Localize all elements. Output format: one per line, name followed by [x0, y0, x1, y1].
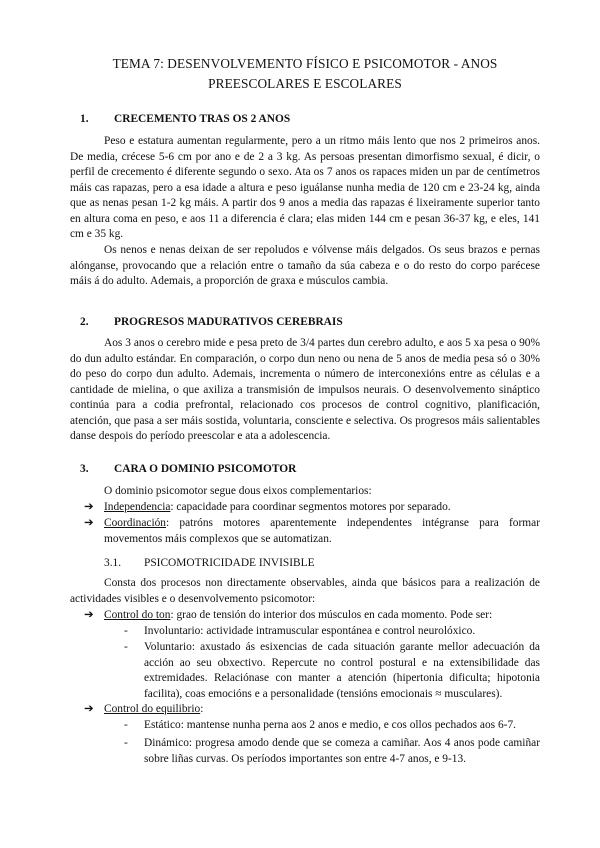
sub-list-item: Estático: mantense nunha perna aos 2 anos e medio, e cos ollos pechados aos 6-7. [144, 719, 516, 731]
list-item [104, 608, 540, 624]
section-number: 3. [80, 463, 89, 475]
sub-list-item: Dinámico: progresa amodo dende que se comeza a camiñar. Aos 4 anos pode camiñar sobre liñas curvas. Os períodos importantes son entre 4-7 anos, e 9-13. [144, 737, 540, 765]
section-number: 1. [80, 113, 89, 125]
arrow-bullet-icon: ➔ [84, 703, 94, 715]
dash-bullet-icon: - [124, 641, 128, 653]
term: Control do equilibrio [104, 703, 201, 715]
page-title: TEMA 7: DESENVOLVEMENTO FÍSICO E PSICOMOTOR - ANOS PREESCOLARES E ESCOLARES [112, 56, 498, 91]
section-title: PROGRESOS MADURATIVOS CEREBRAIS [114, 316, 343, 328]
section-number: 2. [80, 316, 89, 328]
definition: : patróns motores aparentemente independentes intégranse para formar movementos máis complexos que se automatizan. [104, 517, 540, 545]
definition: : [200, 703, 204, 715]
definition: : capacidade para coordinar segmentos motores por separado. [170, 501, 451, 513]
section-title: CARA O DOMINIO PSICOMOTOR [114, 463, 297, 475]
arrow-bullet-icon: ➔ [84, 609, 94, 621]
list-item [104, 500, 540, 516]
term: Control do ton [104, 609, 171, 621]
list-item [104, 702, 540, 718]
paragraph: Aos 3 anos o cerebro mide e pesa preto de 3/4 partes dun cerebro adulto, e aos 5 xa pesa o 90% do dun adulto estándar. En comparación, o corpo dun neno ou nena de 5 anos de media pesa só o 30% do peso do corpo dun adulto. Ademais, incrementa o número de interconexións entre as células e a cantidade de mielina, o que axiliza a transmisión de impulsos neurais. O desenvolvemento sináptico continúa para a codia prefrontal, relacionado cos procesos de control cognitivo, planificación, atención, que pasa a ser máis sostida, voluntaria, consciente e selectiva. Os progresos máis salientables danse despois do período preescolar e ata a adolescencia. [70, 337, 540, 442]
arrow-bullet-icon: ➔ [84, 517, 94, 529]
term: Independencia [104, 501, 171, 513]
paragraph: Os nenos e nenas deixan de ser repoludos e vólvense máis delgados. Os seus brazos e pernas alónganse, provocando que a relación entre o tamaño da súa cabeza e o do resto do corpo parécese máis á do adulto. Ademais, a proporción de graxa e músculos cambia. [70, 244, 540, 287]
dash-bullet-icon: - [124, 625, 128, 637]
dash-bullet-icon: - [124, 719, 128, 731]
paragraph: Consta dos procesos non directamente observables, ainda que básicos para a realización de actividades visibles e o desenvolvemento psicomotor: [70, 577, 540, 605]
definition: : grao de tensión do interior dos músculos en cada momento. Pode ser: [170, 609, 493, 621]
arrow-bullet-icon: ➔ [84, 501, 94, 513]
subsection-title: PSICOMOTRICIDADE INVISIBLE [144, 557, 315, 569]
list-item [104, 516, 540, 547]
subsection-number: 3.1. [104, 557, 122, 569]
paragraph: O dominio psicomotor segue dous eixos complementarios: [104, 485, 372, 497]
subsection-heading [104, 556, 315, 570]
sub-list-item: Involuntario: actividade intramuscular espontánea e control neurolóxico. [144, 625, 476, 637]
section-title: CRECEMENTO TRAS OS 2 ANOS [114, 113, 291, 125]
sub-list-item: Voluntario: axustado ás esixencias de cada situación garante mellor adecuación da acción ao seu obxectivo. Repercute no control postural e na extensibilidade das extremidades. Relaciónase con manter a atención (hipertonia dificulta; hipotonia facilita), coas emocións e a personalidade (tensións emocionais ≈ musculares). [144, 641, 540, 700]
term: Coordinación [104, 517, 167, 529]
paragraph: Peso e estatura aumentan regularmente, pero a un ritmo máis lento que nos 2 primeiros anos. De media, crécese 5-6 cm por ano e de 2 a 3 kg. As persoas presentan dimorfismo sexual, é dicir, o perfil de crecemento é diferente segundo o sexo. Ata os 7 anos os rapaces miden un par de centímetros máis cas rapazas, pero a esa idade a altura e peso iguálanse nunha media de 120 cm e 23-24 kg, ainda que as nenas pesan 1-2 kg máis. A partir dos 9 anos a media das rapazas é lixeiramente superior tanto en altura coma en peso, e aos 11 a diferencia é clara; elas miden 144 cm e pesan 36-37 kg, e eles, 141 cm e 35 kg. [70, 135, 540, 240]
dash-bullet-icon: - [124, 737, 128, 749]
